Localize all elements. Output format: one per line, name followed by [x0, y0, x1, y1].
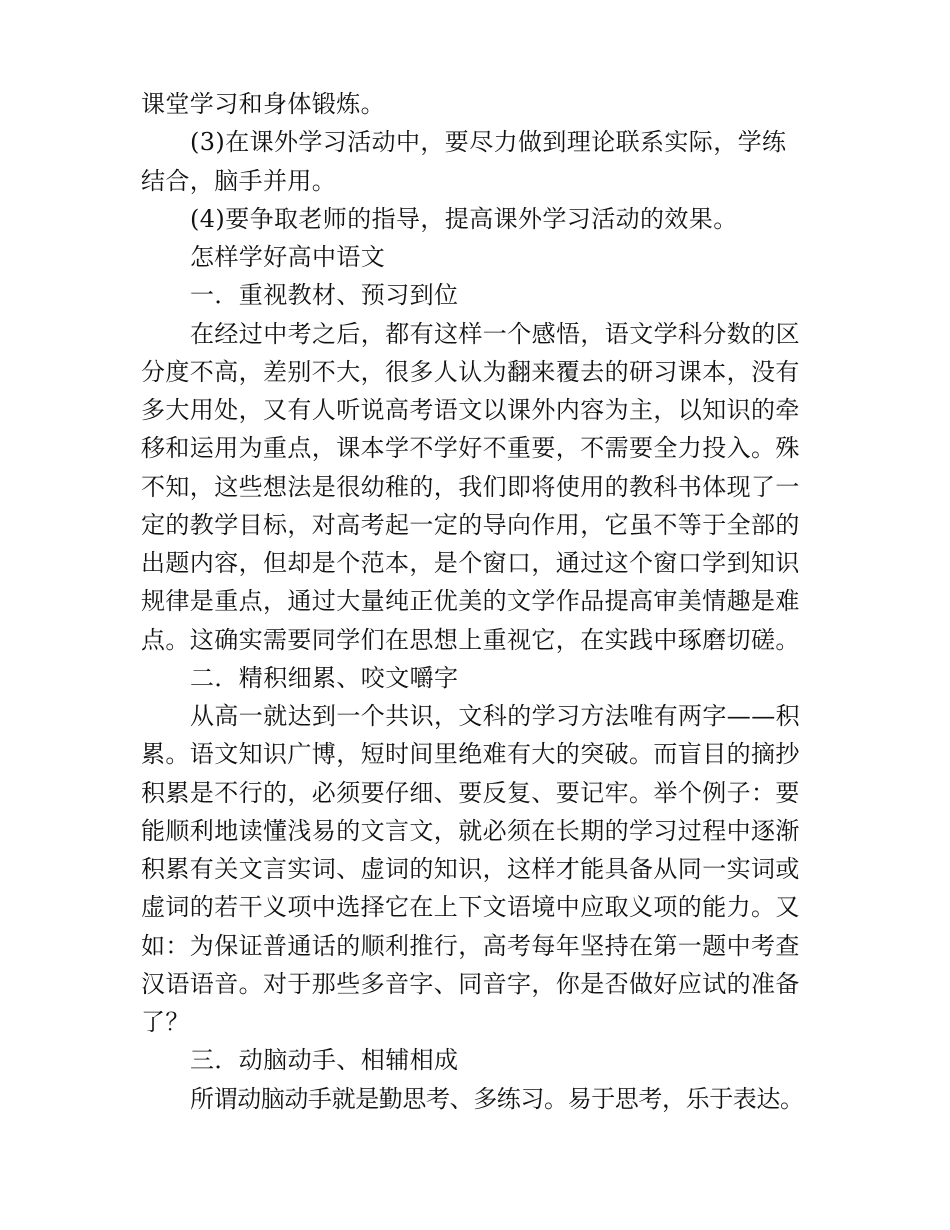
text-line: (3)在课外学习活动中，要尽力做到理论联系实际，学练 [190, 128, 787, 157]
text-line: 不知，这些想法是很幼稚的，我们即将使用的教科书体现了一 [141, 472, 800, 501]
section-heading-2: 二．精积细累、咬文嚼字 [190, 663, 459, 692]
text-line: 规律是重点，通过大量纯正优美的文学作品提高审美情趣是难 [141, 587, 800, 616]
text-line: 课堂学习和身体锻炼。 [141, 90, 385, 118]
text-line: 在经过中考之后，都有这样一个感悟，语文学科分数的区 [190, 319, 800, 348]
text-line: 多大用处，又有人听说高考语文以课外内容为主，以知识的牵 [141, 396, 800, 424]
text-line: 移和运用为重点，课本学不学好不重要，不需要全力投入。殊 [141, 434, 800, 463]
text-line: 所谓动脑动手就是勤思考、多练习。易于思考，乐于表达。 [190, 1084, 804, 1113]
text-line: 虚词的若干义项中选择它在上下文语境中应取义项的能力。又 [141, 893, 800, 922]
text-line: 能顺利地读懂浅易的文言文，就必须在长期的学习过程中逐渐 [141, 816, 800, 845]
section-heading-3: 三．动脑动手、相辅相成 [190, 1046, 459, 1075]
text-line: 分度不高，差别不大，很多人认为翻来覆去的研习课本，没有 [141, 357, 800, 386]
text-line: 如：为保证普通话的顺利推行，高考每年坚持在第一题中考查 [141, 931, 800, 960]
text-line: 了？ [141, 1008, 190, 1036]
text-line: 汉语语音。对于那些多音字、同音字，你是否做好应试的准备 [141, 969, 800, 998]
text-line: 积累有关文言实词、虚词的知识，这样才能具备从同一实词或 [141, 855, 800, 883]
text-line: 出题内容，但却是个范本，是个窗口，通过这个窗口学到知识 [141, 549, 800, 577]
text-line: 从高一就达到一个共识，文科的学习方法唯有两字——积 [190, 702, 800, 730]
text-line: (4)要争取老师的指导，提高课外学习活动的效果。 [190, 204, 738, 233]
text-line: 点。这确实需要同学们在思想上重视它，在实践中琢磨切磋。 [141, 625, 800, 654]
section-heading-1: 一．重视教材、预习到位 [190, 281, 459, 310]
document-body [141, 85, 831, 1118]
text-line: 累。语文知识广博，短时间里绝难有大的突破。而盲目的摘抄 [141, 740, 800, 769]
text-line: 结合，脑手并用。 [141, 166, 337, 195]
section-title: 怎样学好高中语文 [190, 243, 386, 271]
text-line: 定的教学目标，对高考起一定的导向作用，它虽不等于全部的 [141, 510, 800, 539]
text-line: 积累是不行的，必须要仔细、要反复、要记牢。举个例子：要 [141, 778, 800, 807]
